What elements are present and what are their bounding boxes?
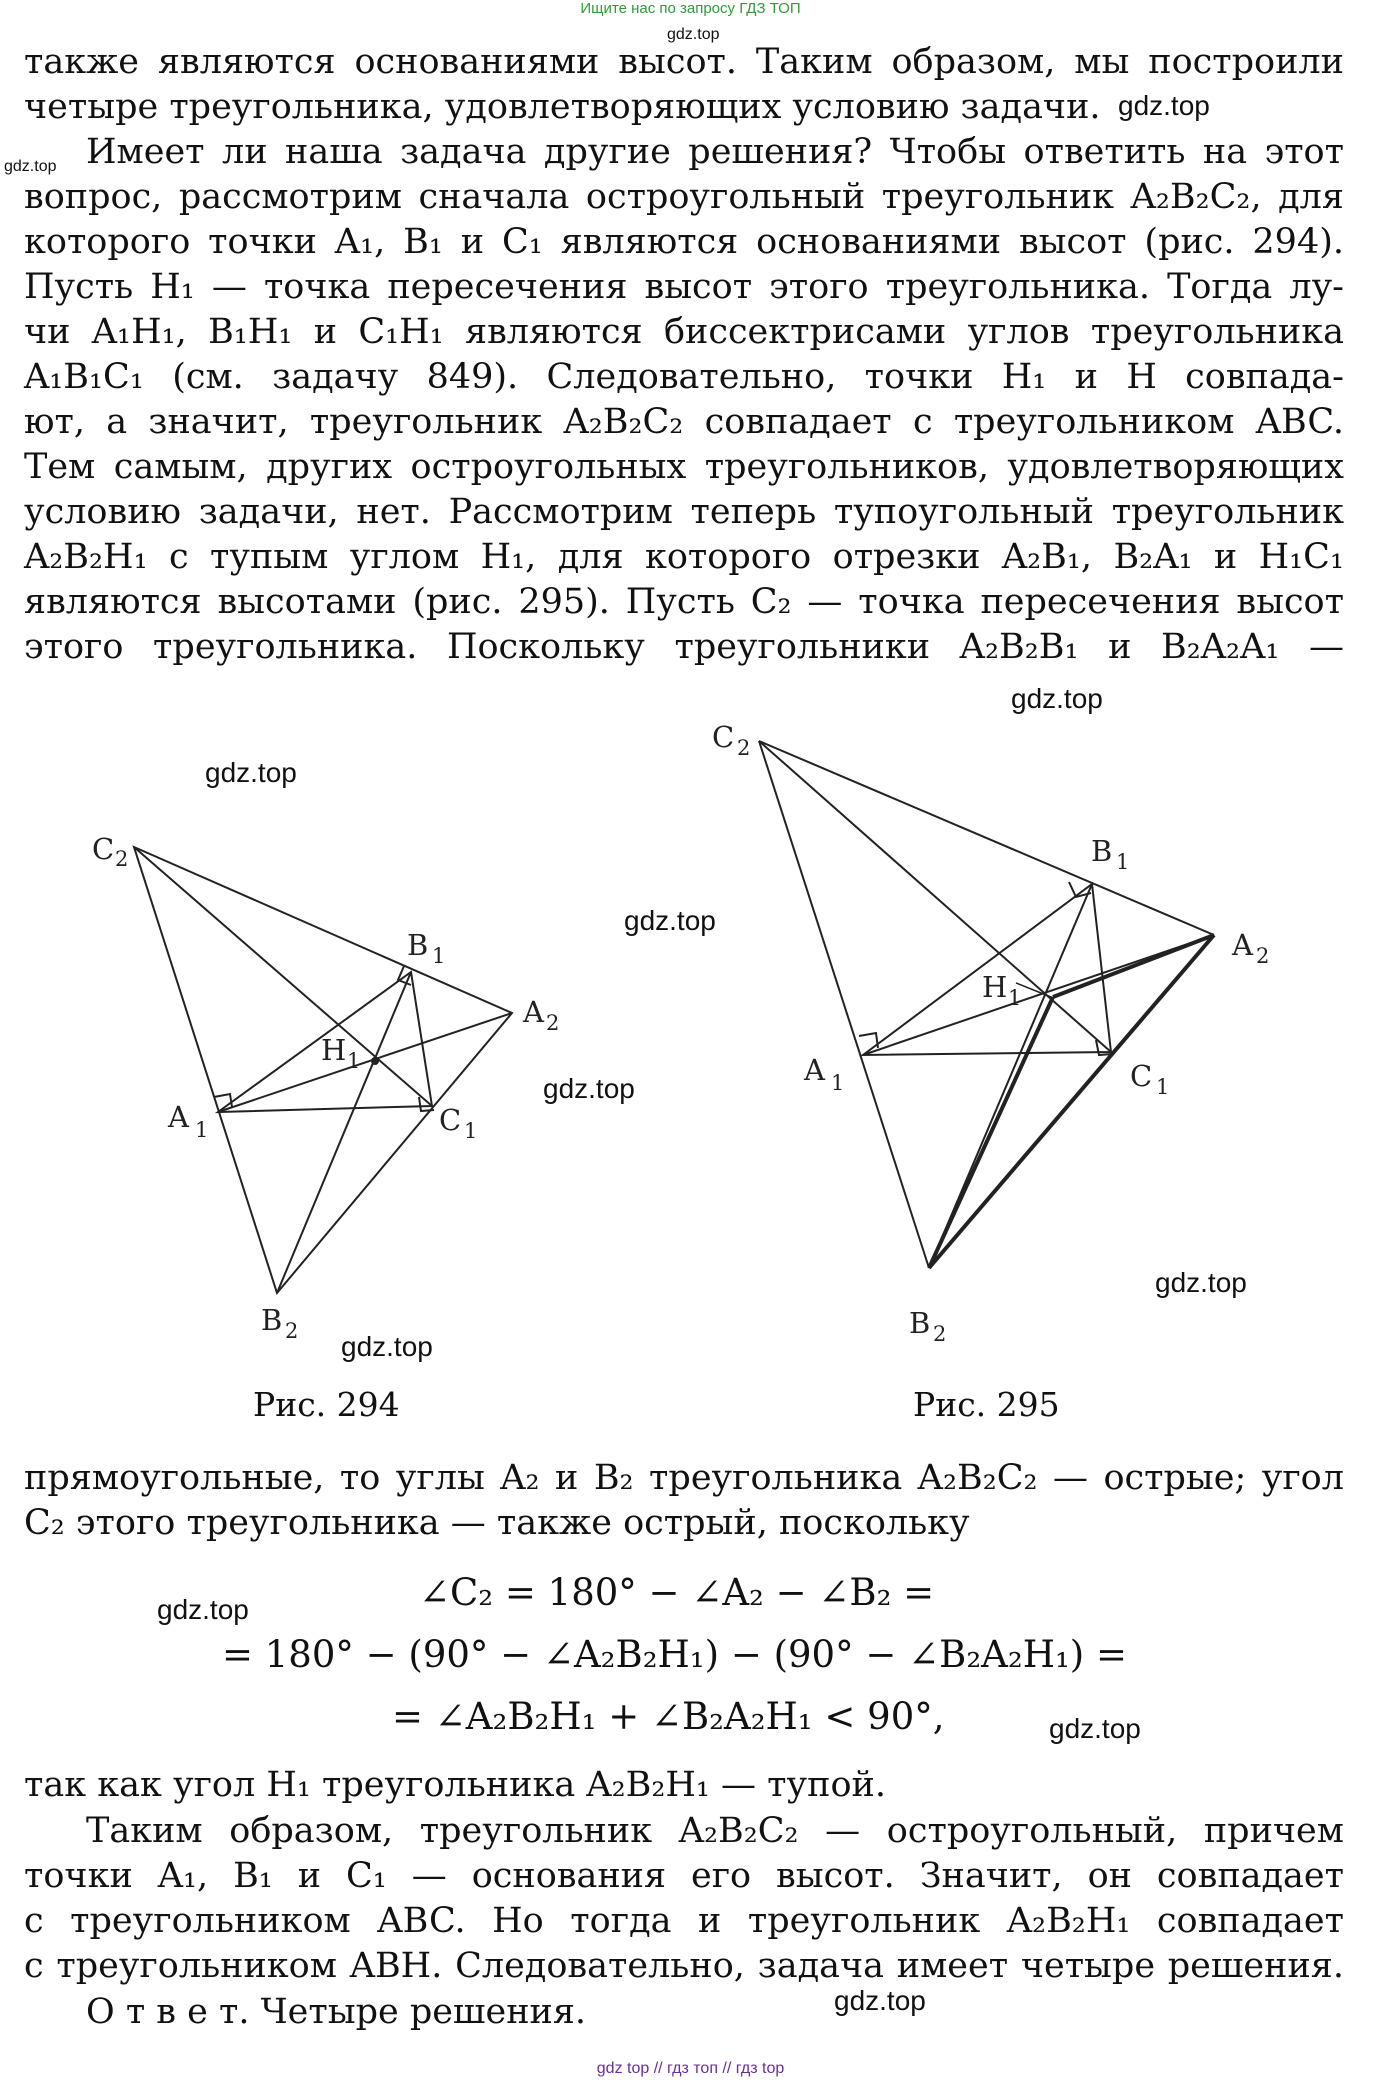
label-b2-sub: 2 <box>285 1319 299 1343</box>
label-h1-sub: 1 <box>1008 986 1022 1010</box>
side-c2b2 <box>759 741 929 1268</box>
formula-line-2: = 180° − (90° − ∠A₂B₂H₁) − (90° − ∠B₂A₂H₁) = <box>222 1633 1128 1676</box>
side-c2a2 <box>759 741 1214 935</box>
text-line: C₂ этого треугольника — также острый, поскольку <box>24 1503 970 1543</box>
caption-fig-295: Рис. 295 <box>913 1385 1060 1424</box>
bottom-banner[interactable]: gdz top // гдз топ // гдз top <box>596 2060 785 2077</box>
label-c1: C <box>1130 1059 1153 1093</box>
label-a1: A <box>168 1100 189 1134</box>
altitude-a2a1 <box>218 1013 512 1112</box>
label-c2: C <box>712 720 735 754</box>
text-line: Таким образом, треугольник A₂B₂C₂ — остроугольный, причем <box>86 1811 1344 1851</box>
text-line: вопрос, рассмотрим сначала остроугольный треугольник A₂B₂C₂, для <box>24 177 1344 217</box>
label-c2-sub: 2 <box>737 736 751 760</box>
label-b1: B <box>407 928 429 962</box>
text-line: точки A₁, B₁ и C₁ — основания его высот. Значит, он совпадает <box>24 1856 1344 1896</box>
watermark: gdz.top <box>1011 683 1103 714</box>
text-line: условию задачи, нет. Рассмотрим теперь тупоугольный треугольник <box>24 492 1344 532</box>
text-line: с треугольником ABH. Следовательно, задача имеет четыре решения. <box>24 1946 1344 1986</box>
text-line: четыре треугольника, удовлетворяющих условию задачи. <box>24 87 1101 127</box>
watermark: gdz.top <box>1118 90 1210 121</box>
text-line: Тем самым, других остроугольных треугольников, удовлетворяющих <box>24 447 1344 487</box>
text-line: Пусть H₁ — точка пересечения высот этого треугольника. Тогда лу- <box>24 267 1344 307</box>
label-b1-sub: 1 <box>432 944 446 968</box>
watermark: gdz.top <box>205 757 297 788</box>
altitude-c2c1 <box>134 847 432 1106</box>
text-line: A₂B₂H₁ с тупым углом H₁, для которого отрезки A₂B₁, B₂A₁ и H₁C₁ <box>24 537 1344 577</box>
label-a1-sub: 1 <box>831 1071 845 1095</box>
label-c1-sub: 1 <box>1156 1075 1170 1099</box>
figure-295 <box>759 741 1214 1268</box>
watermark: gdz.top <box>341 1331 433 1362</box>
watermark: gdz.top <box>1049 1713 1141 1744</box>
label-a1: A <box>804 1053 825 1087</box>
label-a2: A <box>1232 928 1253 962</box>
label-c1-sub: 1 <box>464 1119 478 1143</box>
figure-294-labels <box>92 832 559 1343</box>
watermark: gdz.top <box>1155 1267 1247 1298</box>
text-line: прямоугольные, то углы A₂ и B₂ треугольника A₂B₂C₂ — острые; угол <box>24 1458 1344 1498</box>
text-line: так как угол H₁ треугольника A₂B₂H₁ — тупой. <box>24 1765 886 1805</box>
side-a2b2 <box>929 935 1214 1268</box>
label-a1-sub: 1 <box>195 1118 209 1142</box>
figure-295-bold <box>929 935 1214 1268</box>
header-watermark: gdz.top <box>667 26 720 43</box>
label-c2-sub: 2 <box>115 847 129 871</box>
label-b2: B <box>909 1306 931 1340</box>
text-line: ют, а значит, треугольник A₂B₂C₂ совпадает с треугольником ABC. <box>24 402 1344 442</box>
label-b2-sub: 2 <box>933 1322 947 1346</box>
formula-line-1: ∠C₂ = 180° − ∠A₂ − ∠B₂ = <box>419 1571 935 1614</box>
formula-line-3: = ∠A₂B₂H₁ + ∠B₂A₂H₁ < 90°, <box>392 1695 945 1738</box>
text-line: Имеет ли наша задача другие решения? Чтобы ответить на этот <box>86 132 1344 172</box>
watermark: gdz.top <box>4 158 57 175</box>
watermark: gdz.top <box>543 1073 635 1104</box>
watermark: gdz.top <box>624 905 716 936</box>
figure-294 <box>134 847 512 1293</box>
label-h1: H <box>982 970 1008 1004</box>
triangle-a2b2c2 <box>134 847 512 1293</box>
segment-b2h1 <box>929 997 1053 1268</box>
label-c1: C <box>439 1103 462 1137</box>
label-a2-sub: 2 <box>1256 944 1270 968</box>
text-line: также являются основаниями высот. Таким образом, мы построили <box>24 42 1344 82</box>
right-angle-b1 <box>1069 882 1091 897</box>
watermark: gdz.top <box>157 1594 249 1625</box>
altitude-c2c1 <box>759 741 1111 1052</box>
label-b2: B <box>261 1303 283 1337</box>
label-b1-sub: 1 <box>1116 850 1130 874</box>
text-line: этого треугольника. Поскольку треугольники A₂B₂B₁ и B₂A₂A₁ — <box>24 627 1344 667</box>
text-line: которого точки A₁, B₁ и C₁ являются основаниями высот (рис. 294). <box>24 222 1344 262</box>
label-b1: B <box>1091 834 1113 868</box>
watermark: gdz.top <box>834 1985 926 2016</box>
label-a2: A <box>523 995 544 1029</box>
text-line: являются высотами (рис. 295). Пусть C₂ — точка пересечения высот <box>24 582 1344 622</box>
point-h1 <box>372 1058 378 1064</box>
top-banner[interactable]: Ищите нас по запросу ГДЗ ТОП <box>580 0 801 17</box>
caption-fig-294: Рис. 294 <box>253 1385 400 1424</box>
label-a2-sub: 2 <box>546 1011 560 1035</box>
text-line: A₁B₁C₁ (см. задачу 849). Следовательно, точки H₁ и H совпада- <box>24 357 1344 397</box>
label-h1-sub: 1 <box>347 1049 361 1073</box>
label-h1: H <box>321 1033 347 1067</box>
text-line: с треугольником ABC. Но тогда и треугольник A₂B₂H₁ совпадает <box>24 1901 1344 1941</box>
answer-line: О т в е т. Четыре решения. <box>86 1992 587 2032</box>
text-line: чи A₁H₁, B₁H₁ и C₁H₁ являются биссектрисами углов треугольника <box>24 312 1344 352</box>
label-c2: C <box>92 832 115 866</box>
figure-295-labels <box>712 720 1269 1346</box>
